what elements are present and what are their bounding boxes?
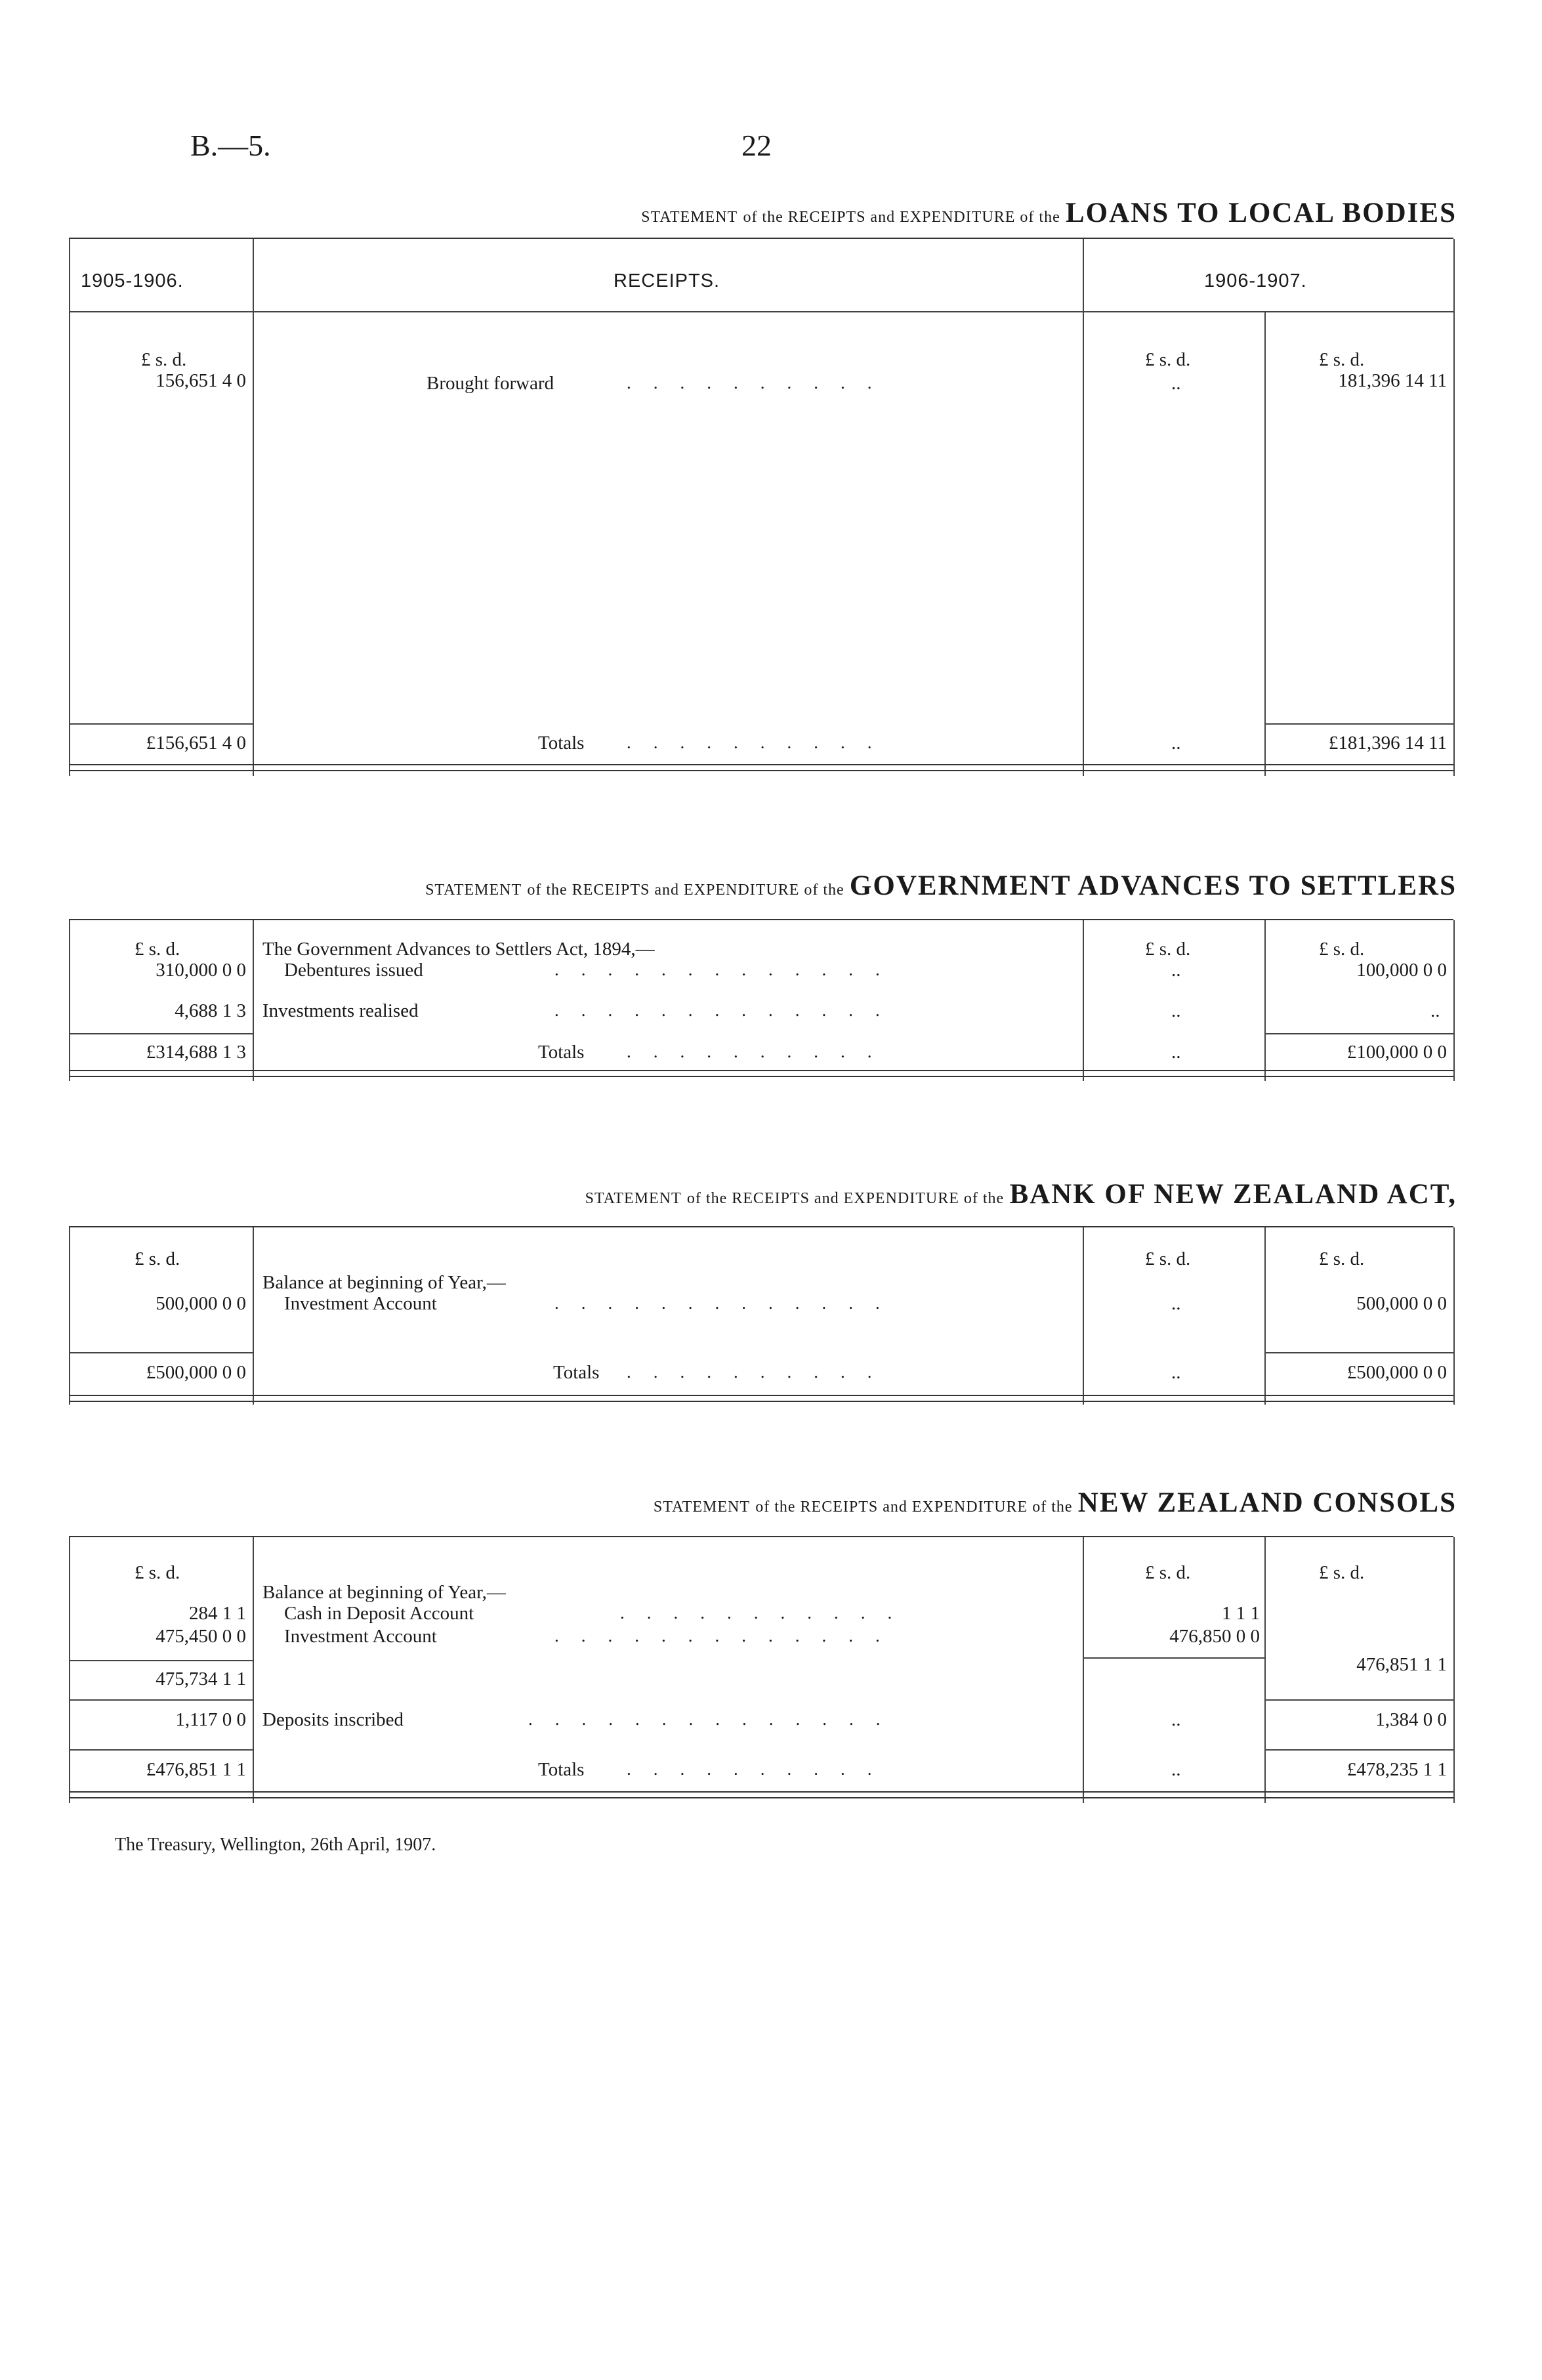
- consols-lsd-mid: £ s. d.: [1145, 1562, 1191, 1583]
- bnz-table: [69, 1226, 1453, 1405]
- loans-lsd-right: £ s. d.: [1319, 349, 1365, 370]
- loans-leader-dots: ..........: [627, 733, 894, 752]
- consols-total-left: £476,851 1 1: [146, 1759, 246, 1780]
- consols-investment-mid: 476,850 0 0: [1169, 1626, 1260, 1647]
- bnz-title: STATEMENT of the RECEIPTS and EXPENDITURE of the BANK OF NEW ZEALAND ACT,: [585, 1179, 1457, 1210]
- advances-total-label: Totals: [538, 1042, 585, 1063]
- loans-total-1906: £181,396 14 11: [1328, 733, 1447, 754]
- consols-total-label: Totals: [538, 1759, 585, 1780]
- bnz-investment-left: 500,000 0 0: [156, 1293, 246, 1314]
- consols-balance-heading: Balance at beginning of Year,—: [262, 1582, 506, 1603]
- consols-deposits-label: Deposits inscribed: [262, 1709, 404, 1730]
- loans-brought-label: Brought forward: [427, 373, 554, 394]
- bnz-investment-label: Investment Account: [284, 1293, 437, 1314]
- loans-total-mid: ..: [1171, 733, 1181, 754]
- advances-lsd-right: £ s. d.: [1319, 939, 1365, 960]
- advances-investments-right: ..: [1430, 1000, 1440, 1021]
- consols-deposits-left: 1,117 0 0: [175, 1709, 246, 1730]
- consols-subtotal-right: 476,851 1 1: [1356, 1654, 1447, 1675]
- bnz-balance-heading: Balance at beginning of Year,—: [262, 1272, 506, 1293]
- consols-lsd-left: £ s. d.: [135, 1562, 180, 1583]
- loans-col-1906: 1906-1907.: [1204, 270, 1307, 291]
- consols-cash-label: Cash in Deposit Account: [284, 1603, 474, 1624]
- loans-col-1905: 1905-1906.: [81, 270, 184, 291]
- advances-investments-mid: ..: [1171, 1000, 1181, 1021]
- loans-table: [69, 238, 1453, 776]
- loans-lsd-left: £ s. d.: [141, 349, 187, 370]
- bnz-total-left: £500,000 0 0: [146, 1362, 246, 1383]
- bnz-lsd-mid: £ s. d.: [1145, 1248, 1191, 1269]
- advances-lsd-mid: £ s. d.: [1145, 939, 1191, 960]
- advances-total-left: £314,688 1 3: [146, 1042, 246, 1063]
- advances-total-right: £100,000 0 0: [1346, 1042, 1447, 1063]
- advances-leader-dots: .............: [554, 1000, 902, 1020]
- document-reference: B.—5.: [190, 129, 271, 162]
- consols-total-right: £478,235 1 1: [1346, 1759, 1447, 1780]
- advances-act-heading: The Government Advances to Settlers Act, 1894,—: [262, 939, 655, 960]
- bnz-total-label: Totals: [553, 1362, 600, 1383]
- loans-brought-1906: 181,396 14 11: [1338, 370, 1447, 391]
- bnz-lsd-left: £ s. d.: [135, 1248, 180, 1269]
- consols-leader-dots: .............: [554, 1626, 902, 1646]
- loans-leader-dots: ..........: [627, 373, 894, 393]
- consols-title: STATEMENT of the RECEIPTS and EXPENDITURE of the NEW ZEALAND CONSOLS: [653, 1487, 1457, 1518]
- advances-leader-dots: .............: [554, 960, 902, 979]
- consols-deposits-right: 1,384 0 0: [1375, 1709, 1447, 1730]
- bnz-total-right: £500,000 0 0: [1346, 1362, 1447, 1383]
- consols-leader-dots: ..........: [627, 1759, 894, 1779]
- treasury-signature-line: The Treasury, Wellington, 26th April, 1907.: [115, 1835, 436, 1855]
- advances-debentures-left: 310,000 0 0: [156, 960, 246, 981]
- advances-lsd-left: £ s. d.: [135, 939, 180, 960]
- page-number: 22: [741, 129, 772, 162]
- bnz-leader-dots: .............: [554, 1293, 902, 1313]
- advances-table: [69, 919, 1453, 1081]
- loans-brought-1905: 156,651 4 0: [156, 370, 246, 391]
- advances-investments-left: 4,688 1 3: [175, 1000, 246, 1021]
- consols-total-mid: ..: [1171, 1759, 1181, 1780]
- consols-leader-dots: ..............: [528, 1709, 903, 1729]
- bnz-total-mid: ..: [1171, 1362, 1181, 1383]
- consols-table: [69, 1536, 1453, 1803]
- loans-total-1905: £156,651 4 0: [146, 733, 246, 754]
- consols-investment-left: 475,450 0 0: [156, 1626, 246, 1647]
- advances-total-mid: ..: [1171, 1042, 1181, 1063]
- consols-cash-left: 284 1 1: [189, 1603, 246, 1624]
- consols-cash-mid: 1 1 1: [1222, 1603, 1260, 1624]
- consols-deposits-mid: ..: [1171, 1709, 1181, 1730]
- advances-debentures-label: Debentures issued: [284, 960, 423, 981]
- loans-title: STATEMENT of the RECEIPTS and EXPENDITURE of the LOANS TO LOCAL BODIES: [641, 198, 1457, 228]
- loans-lsd-mid: £ s. d.: [1145, 349, 1191, 370]
- advances-debentures-right: 100,000 0 0: [1356, 960, 1447, 981]
- consols-investment-label: Investment Account: [284, 1626, 437, 1647]
- bnz-leader-dots: ..........: [627, 1362, 894, 1382]
- loans-total-label: Totals: [538, 733, 585, 754]
- loans-col-receipts: RECEIPTS.: [614, 270, 720, 291]
- bnz-investment-right: 500,000 0 0: [1356, 1293, 1447, 1314]
- advances-title: STATEMENT of the RECEIPTS and EXPENDITURE of the GOVERNMENT ADVANCES TO SETTLERS: [425, 870, 1457, 901]
- loans-brought-mid: ..: [1171, 373, 1181, 394]
- consols-leader-dots: ...........: [620, 1603, 915, 1623]
- advances-debentures-mid: ..: [1171, 960, 1181, 981]
- advances-leader-dots: ..........: [627, 1042, 894, 1061]
- advances-investments-label: Investments realised: [262, 1000, 419, 1021]
- bnz-lsd-right: £ s. d.: [1319, 1248, 1365, 1269]
- bnz-investment-mid: ..: [1171, 1293, 1181, 1314]
- consols-lsd-right: £ s. d.: [1319, 1562, 1365, 1583]
- consols-subtotal-left: 475,734 1 1: [156, 1668, 246, 1689]
